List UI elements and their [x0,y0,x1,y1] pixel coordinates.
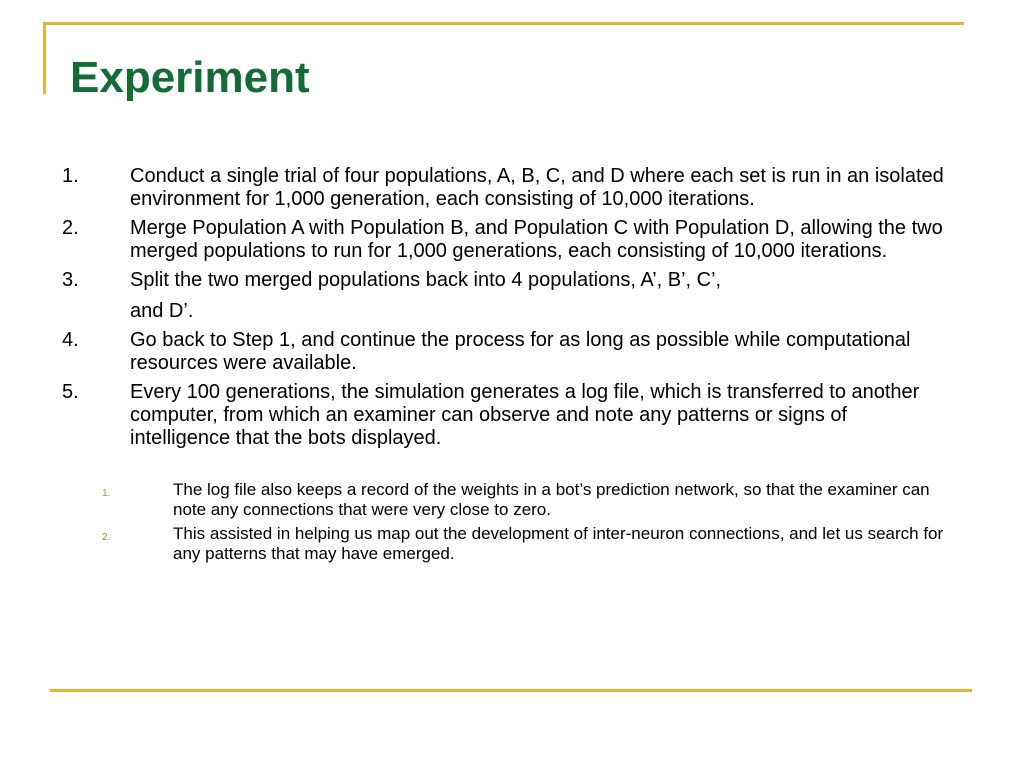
list-item-text: Every 100 generations, the simulation generates a log file, which is transferred to another computer, from which an examiner can observe and note any patterns or signs of intelligence that the bots displayed. [130,381,920,449]
list-item-number: 4. [62,329,79,351]
list-item [62,165,962,211]
list-item [62,329,962,375]
list-item-number: 1. [62,165,79,187]
slide-title: Experiment [70,53,310,102]
list-item [62,381,962,450]
list-item-number: 5. [62,381,79,403]
left-rule [43,22,46,94]
sub-list-item-text: This assisted in helping us map out the development of inter-neuron connections, and let us search for any patterns that may have emerged. [173,524,944,563]
list-item-text: Go back to Step 1, and continue the process for as long as possible while computational resources were available. [130,329,911,374]
list-item-text: Conduct a single trial of four populations, A, B, C, and D where each set is run in an isolated environment for 1,000 generation, each consisting of 10,000 iterations. [130,165,944,210]
bottom-rule [50,689,972,692]
sub-list [62,480,962,564]
sub-list-item-number: 1. [102,488,111,499]
top-rule [43,22,964,25]
sub-list-item [62,480,962,520]
list-item-text-wrapper [130,269,950,323]
list-item [62,269,962,323]
list-item-number: 3. [62,269,79,291]
list-item-text: Merge Population A with Population B, and Population C with Population D, allowing the two merged populations to run for 1,000 generations, each consisting of 10,000 iterations. [130,217,943,262]
list-item-continuation: and D’. [130,300,194,322]
sub-list-item-text: The log file also keeps a record of the weights in a bot’s prediction network, so that the examiner can note any connections that were very close to zero. [173,480,930,519]
content-list [62,165,962,568]
list-item-number: 2. [62,217,79,239]
list-item-text: Split the two merged populations back into 4 populations, A’, B’, C’, [130,269,722,291]
list-item [62,217,962,263]
sub-list-item-number: 2. [102,532,111,543]
sub-list-item [62,524,962,564]
